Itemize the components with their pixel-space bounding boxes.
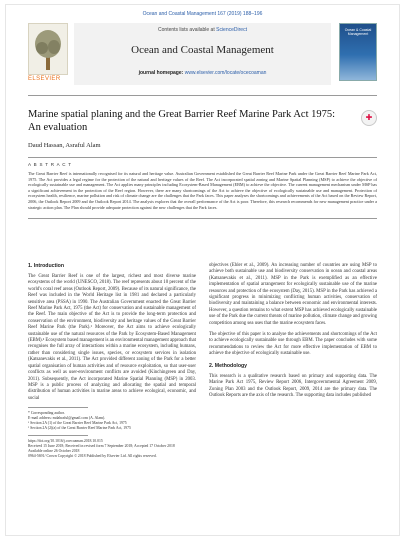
- article-page: [5, 4, 400, 536]
- journal-reference[interactable]: Ocean and Coastal Management 167 (2019) 188–196: [142, 11, 263, 17]
- methodology-paragraph: This research is a qualitative research based on primary and supporting data. The Marine Park Act 1975, Review Report 2006, Intergovernmental Agreement 2009, Zoning Plan 2003 and the Outlook Report, 2009, 2014 are the primary data. The Outlook Reports are the axis of the research. The supporting data includes published: [209, 373, 377, 398]
- homepage-label: journal homepage:: [138, 70, 185, 76]
- footnotes: [28, 407, 196, 459]
- sciencedirect-link[interactable]: ScienceDirect: [216, 27, 247, 33]
- abstract-heading: A B S T R A C T: [28, 162, 72, 167]
- footnote-rule: [28, 407, 88, 408]
- methodology-heading: 2. Methodology: [209, 362, 248, 369]
- doi-link[interactable]: https://doi.org/10.1016/j.ocecoaman.2018.10.015: [28, 439, 103, 444]
- issn-copyright: 0964-5691/ Crown Copyright © 2018 Published by Elsevier Ltd. All rights reserved.: [28, 454, 157, 459]
- elsevier-logo: [28, 23, 68, 85]
- article-authors: Daud Hassan, Asraful Alam: [28, 142, 101, 149]
- introduction-heading: 1. Introduction: [28, 263, 65, 269]
- cover-title: Ocean & Coastal Management: [344, 28, 372, 36]
- intro-continuation-paragraph: objectives (Ehler et al., 2009). An increasing number of countries are using MSP to achieve both sustainable use and biodiversity conservation in ocean and coastal areas (Katsanevakis et al., 2011). MSP in the Park is exemplified as an effective implementation of spatial arrangement for ecologically sustainable use of the marine resources and protection of the ecosystem (Day, 2015). MSP in the Park has achieved a significant progress in minimizing conflicting human activities, conservation of biodiversity and maintaining a balance between economic and environmental interests. However, a question remains to what extent MSP has achieved ecologically sustainable use of the Park due the current threats of marine pollution, climate change and growing competition among sea uses that the marine ecosystem faces.: [209, 263, 377, 326]
- available-online: Available online 26 October 2018: [28, 449, 80, 454]
- journal-info-band: [74, 23, 331, 85]
- journal-name: Ocean and Coastal Management: [131, 44, 274, 56]
- footnote-2[interactable]: ² Section 2A (2)(a) of the Great Barrier Reef Marine Park Act, 1975: [28, 426, 131, 431]
- divider: [28, 218, 377, 219]
- elsevier-wordmark: ELSEVIER: [28, 76, 61, 82]
- divider: [28, 157, 377, 158]
- footnote-rule: [28, 435, 88, 436]
- contents-line: [74, 27, 331, 33]
- journal-cover-thumbnail: [339, 23, 377, 81]
- introduction-paragraph: The Great Barrier Reef is one of the largest, richest and most diverse marine ecosystems of the world (UNESCO, 2018). The reef represents about 10 percent of the world's coral reef areas (Outlook Report, 2009). Because of its natural significance, the Reef was included in the World Heritage list in 1981 and declared a particularly sensitive area (PSSA) in 1990. The Australian Government enacted the Great Barrier Reef Marine Park Act, 1975 (the Act) for conservation and sustainable management of the Reef. The main objective of the Act is to provide the long-term protection and conservation of the environment, biodiversity and heritage values of the Great Barrier Reef Marine Park (the Park).¹ Moreover, the Act aims to achieve ecologically sustainable use of the natural resources of the Park by Ecosystem-Based Management (EBM).² Ecosystem based management is an environmental management approach that recognises the full array of interactions within a marine ecosystem, including humans, rather than considering single issues, species, or ecosystem services in isolation (Katsanevakis et al., 2011). The Act provided different zoning of the Park for a better spatial organisation of human activities and of resource exploitation, so that user-user conflicts as well as user-environment conflicts are avoided (Kinchingreen and Day, 2011). Subsequently, the Act incorporated Marine Spatial Planning (MSP) in 2003. MSP is a public process of analyzing and allocating the spatial and temporal distribution of human activities in marine areas to achieve ecological, economic, and social: [28, 274, 196, 401]
- article-title: Marine spatial planing and the Great Barrier Reef Marine Park Act 1975: An evaluation: [28, 109, 336, 133]
- contents-prefix: Contents lists available at: [158, 27, 217, 33]
- body-columns: [28, 263, 377, 459]
- email-note[interactable]: E-mail address: mdahraful@gmail.com (A. Alam).: [28, 416, 106, 421]
- right-column: [209, 263, 377, 459]
- crossmark-icon[interactable]: ✚: [361, 110, 377, 126]
- homepage-link[interactable]: www.elsevier.com/locate/ocecoaman: [184, 70, 267, 76]
- journal-homepage: [74, 70, 331, 76]
- objective-paragraph: The objective of this paper is to analyse the achievements and shortcomings of the Act to achieve ecologically sustainable use through EBM. The paper concludes with some recommendations to review the Act for more effective implementation of EBM to achieve the objective of ecologically sustainable use.: [209, 332, 377, 357]
- corresponding-author-note: * Corresponding author.: [28, 411, 65, 416]
- journal-masthead: [28, 23, 377, 96]
- elsevier-tree-icon: [28, 23, 68, 75]
- abstract-text: The Great Barrier Reef is internationally recognised for its natural and heritage value. Australian Government established the Great Barrier Reef Marine Park under the Great Barrier Reef Marine Park Act, 1975. The Act provides a legal regime for the protection of the natural and heritage values of the Reef. The Act incorporated spatial zoning and Marine Spatial Planning (MSP) to achieve the objective of ecologically sustainable use and management. The Act applies many principles including Ecosystem-Based Management (EBM) to achieve the objective. The current management mechanism under MSP has a significant achievement in the protection of the Reef region. However, there are many shortcomings of the Act to achieve the objective of ecologically sustainable use and management. Protection of ecosystem health, resilience, marine pollution and risk of climate change are the challenges that the Park faces. This paper analyses the shortcomings and achievements of the Act based on the Review Report, 2006, the Outlook Report 2009 and the Outlook Report 2014. The analysis explores that the overall performance of the Act is poor. Therefore, this research recommends for new management practice under a strategic action plan. The Plan should provide adequate protection against the new challenges that the Park faces.: [28, 171, 377, 210]
- footnote-1[interactable]: ¹ Section 2A (1) of the Great Barrier Reef Marine Park Act, 1975: [28, 421, 127, 426]
- title-block: [28, 108, 377, 149]
- left-column: [28, 263, 196, 459]
- received-dates: Received 15 June 2018; Received in revised form 7 September 2018; Accepted 17 October 2018: [28, 444, 175, 449]
